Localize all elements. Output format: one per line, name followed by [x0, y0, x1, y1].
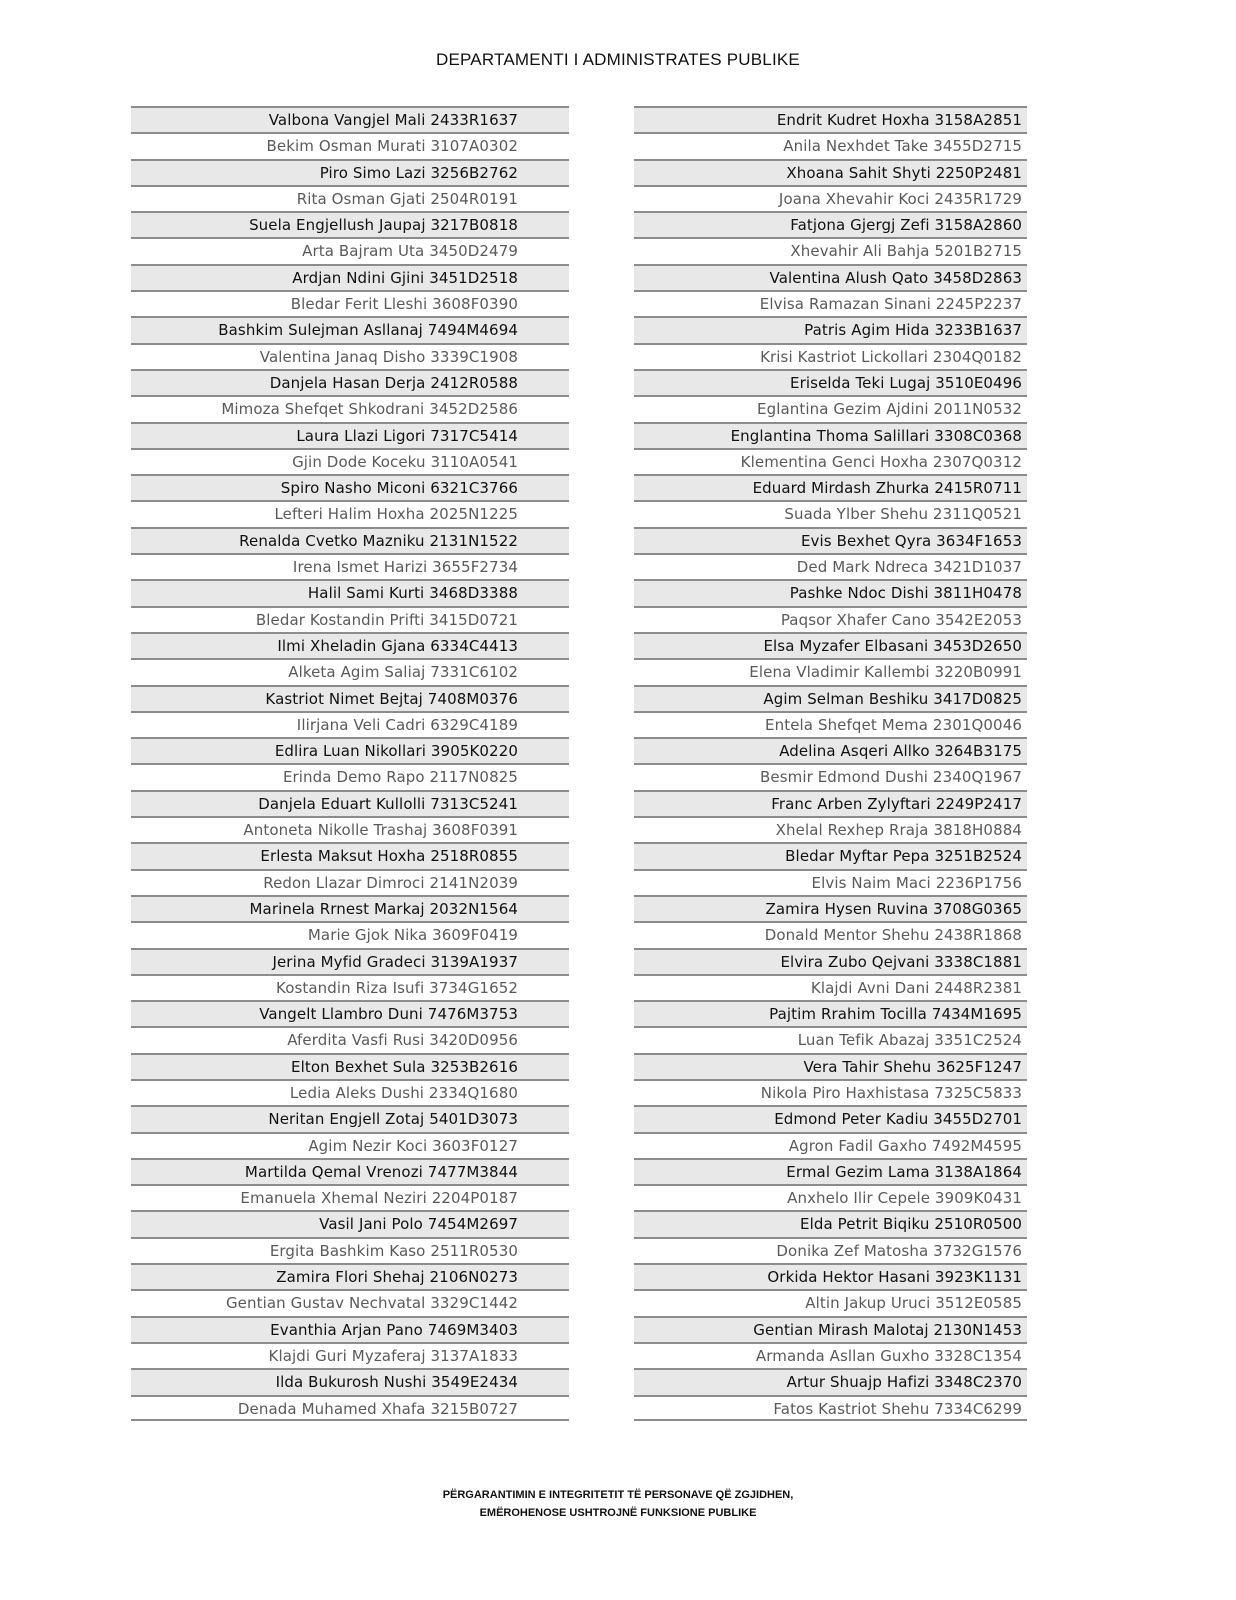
list-item: Redon Llazar Dimroci 2141N2039 — [131, 869, 569, 895]
list-item: Renalda Cvetko Mazniku 2131N1522 — [131, 527, 569, 553]
left-name-list — [131, 106, 569, 1421]
list-item: Aferdita Vasfi Rusi 3420D0956 — [131, 1026, 569, 1052]
list-item: Ardjan Ndini Gjini 3451D2518 — [131, 264, 569, 290]
list-item: Ilda Bukurosh Nushi 3549E2434 — [131, 1368, 569, 1394]
list-item: Elvisa Ramazan Sinani 2245P2237 — [634, 290, 1027, 316]
list-item: Elda Petrit Biqiku 2510R0500 — [634, 1210, 1027, 1236]
list-item: Alketa Agim Saliaj 7331C6102 — [131, 658, 569, 684]
list-item: Ilmi Xheladin Gjana 6334C4413 — [131, 632, 569, 658]
list-item: Ermal Gezim Lama 3138A1864 — [634, 1158, 1027, 1184]
list-item: Emanuela Xhemal Neziri 2204P0187 — [131, 1184, 569, 1210]
list-item: Eriselda Teki Lugaj 3510E0496 — [634, 369, 1027, 395]
list-item: Altin Jakup Uruci 3512E0585 — [634, 1289, 1027, 1315]
list-item: Agron Fadil Gaxho 7492M4595 — [634, 1132, 1027, 1158]
list-item: Adelina Asqeri Allko 3264B3175 — [634, 737, 1027, 763]
list-item: Agim Nezir Koci 3603F0127 — [131, 1132, 569, 1158]
list-item: Edlira Luan Nikollari 3905K0220 — [131, 737, 569, 763]
list-item: Jerina Myfid Gradeci 3139A1937 — [131, 948, 569, 974]
list-item: Klajdi Guri Myzaferaj 3137A1833 — [131, 1342, 569, 1368]
list-item: Elvira Zubo Qejvani 3338C1881 — [634, 948, 1027, 974]
list-item: Englantina Thoma Salillari 3308C0368 — [634, 422, 1027, 448]
list-item: Anxhelo Ilir Cepele 3909K0431 — [634, 1184, 1027, 1210]
list-item: Klementina Genci Hoxha 2307Q0312 — [634, 448, 1027, 474]
list-item: Xhevahir Ali Bahja 5201B2715 — [634, 237, 1027, 263]
list-item: Piro Simo Lazi 3256B2762 — [131, 159, 569, 185]
list-item: Edmond Peter Kadiu 3455D2701 — [634, 1105, 1027, 1131]
list-item: Halil Sami Kurti 3468D3388 — [131, 579, 569, 605]
page-title: DEPARTAMENTI I ADMINISTRATES PUBLIKE — [436, 50, 800, 69]
list-item: Zamira Hysen Ruvina 3708G0365 — [634, 895, 1027, 921]
list-item: Armanda Asllan Guxho 3328C1354 — [634, 1342, 1027, 1368]
list-item: Orkida Hektor Hasani 3923K1131 — [634, 1263, 1027, 1289]
list-item: Luan Tefik Abazaj 3351C2524 — [634, 1026, 1027, 1052]
list-item: Lefteri Halim Hoxha 2025N1225 — [131, 500, 569, 526]
list-item: Ledia Aleks Dushi 2334Q1680 — [131, 1079, 569, 1105]
list-item: Neritan Engjell Zotaj 5401D3073 — [131, 1105, 569, 1131]
list-item: Arta Bajram Uta 3450D2479 — [131, 237, 569, 263]
list-item: Valentina Alush Qato 3458D2863 — [634, 264, 1027, 290]
list-item: Klajdi Avni Dani 2448R2381 — [634, 974, 1027, 1000]
list-item: Elena Vladimir Kallembi 3220B0991 — [634, 658, 1027, 684]
list-item: Agim Selman Beshiku 3417D0825 — [634, 685, 1027, 711]
list-item: Suela Engjellush Jaupaj 3217B0818 — [131, 211, 569, 237]
footer-line-1: PËRGARANTIMIN E INTEGRITETIT TË PERSONAVE QË ZGJIDHEN, — [442, 1489, 794, 1501]
right-name-list — [634, 106, 1027, 1421]
list-item: Vangelt Llambro Duni 7476M3753 — [131, 1000, 569, 1026]
list-item: Zamira Flori Shehaj 2106N0273 — [131, 1263, 569, 1289]
list-item: Joana Xhevahir Koci 2435R1729 — [634, 185, 1027, 211]
list-item: Mimoza Shefqet Shkodrani 3452D2586 — [131, 395, 569, 421]
list-item: Elton Bexhet Sula 3253B2616 — [131, 1053, 569, 1079]
list-item: Gentian Gustav Nechvatal 3329C1442 — [131, 1289, 569, 1315]
list-item: Xhelal Rexhep Rraja 3818H0884 — [634, 816, 1027, 842]
list-item: Besmir Edmond Dushi 2340Q1967 — [634, 763, 1027, 789]
list-item: Paqsor Xhafer Cano 3542E2053 — [634, 606, 1027, 632]
list-item: Bashkim Sulejman Asllanaj 7494M4694 — [131, 316, 569, 342]
list-item: Antoneta Nikolle Trashaj 3608F0391 — [131, 816, 569, 842]
list-item: Bledar Kostandin Prifti 3415D0721 — [131, 606, 569, 632]
list-item: Donika Zef Matosha 3732G1576 — [634, 1237, 1027, 1263]
list-item: Ergita Bashkim Kaso 2511R0530 — [131, 1237, 569, 1263]
list-item: Kastriot Nimet Bejtaj 7408M0376 — [131, 685, 569, 711]
list-item: Pashke Ndoc Dishi 3811H0478 — [634, 579, 1027, 605]
list-item: Evanthia Arjan Pano 7469M3403 — [131, 1316, 569, 1342]
list-item: Rita Osman Gjati 2504R0191 — [131, 185, 569, 211]
list-item: Gentian Mirash Malotaj 2130N1453 — [634, 1316, 1027, 1342]
list-item: Ilirjana Veli Cadri 6329C4189 — [131, 711, 569, 737]
list-item: Elsa Myzafer Elbasani 3453D2650 — [634, 632, 1027, 658]
list-item: Kostandin Riza Isufi 3734G1652 — [131, 974, 569, 1000]
list-item: Ded Mark Ndreca 3421D1037 — [634, 553, 1027, 579]
list-item: Eglantina Gezim Ajdini 2011N0532 — [634, 395, 1027, 421]
list-item: Vasil Jani Polo 7454M2697 — [131, 1210, 569, 1236]
list-item: Suada Ylber Shehu 2311Q0521 — [634, 500, 1027, 526]
list-item: Valbona Vangjel Mali 2433R1637 — [131, 106, 569, 132]
footer — [0, 1486, 1236, 1522]
list-item: Martilda Qemal Vrenozi 7477M3844 — [131, 1158, 569, 1184]
list-item: Valentina Janaq Disho 3339C1908 — [131, 343, 569, 369]
list-item: Danjela Hasan Derja 2412R0588 — [131, 369, 569, 395]
list-item: Patris Agim Hida 3233B1637 — [634, 316, 1027, 342]
list-item: Fatos Kastriot Shehu 7334C6299 — [634, 1395, 1027, 1421]
list-item: Entela Shefqet Mema 2301Q0046 — [634, 711, 1027, 737]
list-item: Gjin Dode Koceku 3110A0541 — [131, 448, 569, 474]
list-item: Nikola Piro Haxhistasa 7325C5833 — [634, 1079, 1027, 1105]
list-item: Bekim Osman Murati 3107A0302 — [131, 132, 569, 158]
list-item: Denada Muhamed Xhafa 3215B0727 — [131, 1395, 569, 1421]
list-item: Anila Nexhdet Take 3455D2715 — [634, 132, 1027, 158]
list-item: Evis Bexhet Qyra 3634F1653 — [634, 527, 1027, 553]
list-item: Irena Ismet Harizi 3655F2734 — [131, 553, 569, 579]
list-item: Erinda Demo Rapo 2117N0825 — [131, 763, 569, 789]
list-item: Marie Gjok Nika 3609F0419 — [131, 921, 569, 947]
list-item: Marinela Rrnest Markaj 2032N1564 — [131, 895, 569, 921]
footer-line-2: EMËROHENOSE USHTROJNË FUNKSIONE PUBLIKE — [479, 1507, 757, 1519]
list-item: Bledar Myftar Pepa 3251B2524 — [634, 842, 1027, 868]
list-item: Krisi Kastriot Lickollari 2304Q0182 — [634, 343, 1027, 369]
list-item: Elvis Naim Maci 2236P1756 — [634, 869, 1027, 895]
list-item: Franc Arben Zylyftari 2249P2417 — [634, 790, 1027, 816]
list-item: Danjela Eduart Kullolli 7313C5241 — [131, 790, 569, 816]
list-item: Spiro Nasho Miconi 6321C3766 — [131, 474, 569, 500]
list-item: Erlesta Maksut Hoxha 2518R0855 — [131, 842, 569, 868]
list-item: Laura Llazi Ligori 7317C5414 — [131, 422, 569, 448]
list-item: Eduard Mirdash Zhurka 2415R0711 — [634, 474, 1027, 500]
list-item: Vera Tahir Shehu 3625F1247 — [634, 1053, 1027, 1079]
list-item: Bledar Ferit Lleshi 3608F0390 — [131, 290, 569, 316]
list-item: Artur Shuajp Hafizi 3348C2370 — [634, 1368, 1027, 1394]
list-item: Endrit Kudret Hoxha 3158A2851 — [634, 106, 1027, 132]
list-item: Xhoana Sahit Shyti 2250P2481 — [634, 159, 1027, 185]
list-item: Fatjona Gjergj Zefi 3158A2860 — [634, 211, 1027, 237]
list-item: Pajtim Rrahim Tocilla 7434M1695 — [634, 1000, 1027, 1026]
list-item: Donald Mentor Shehu 2438R1868 — [634, 921, 1027, 947]
